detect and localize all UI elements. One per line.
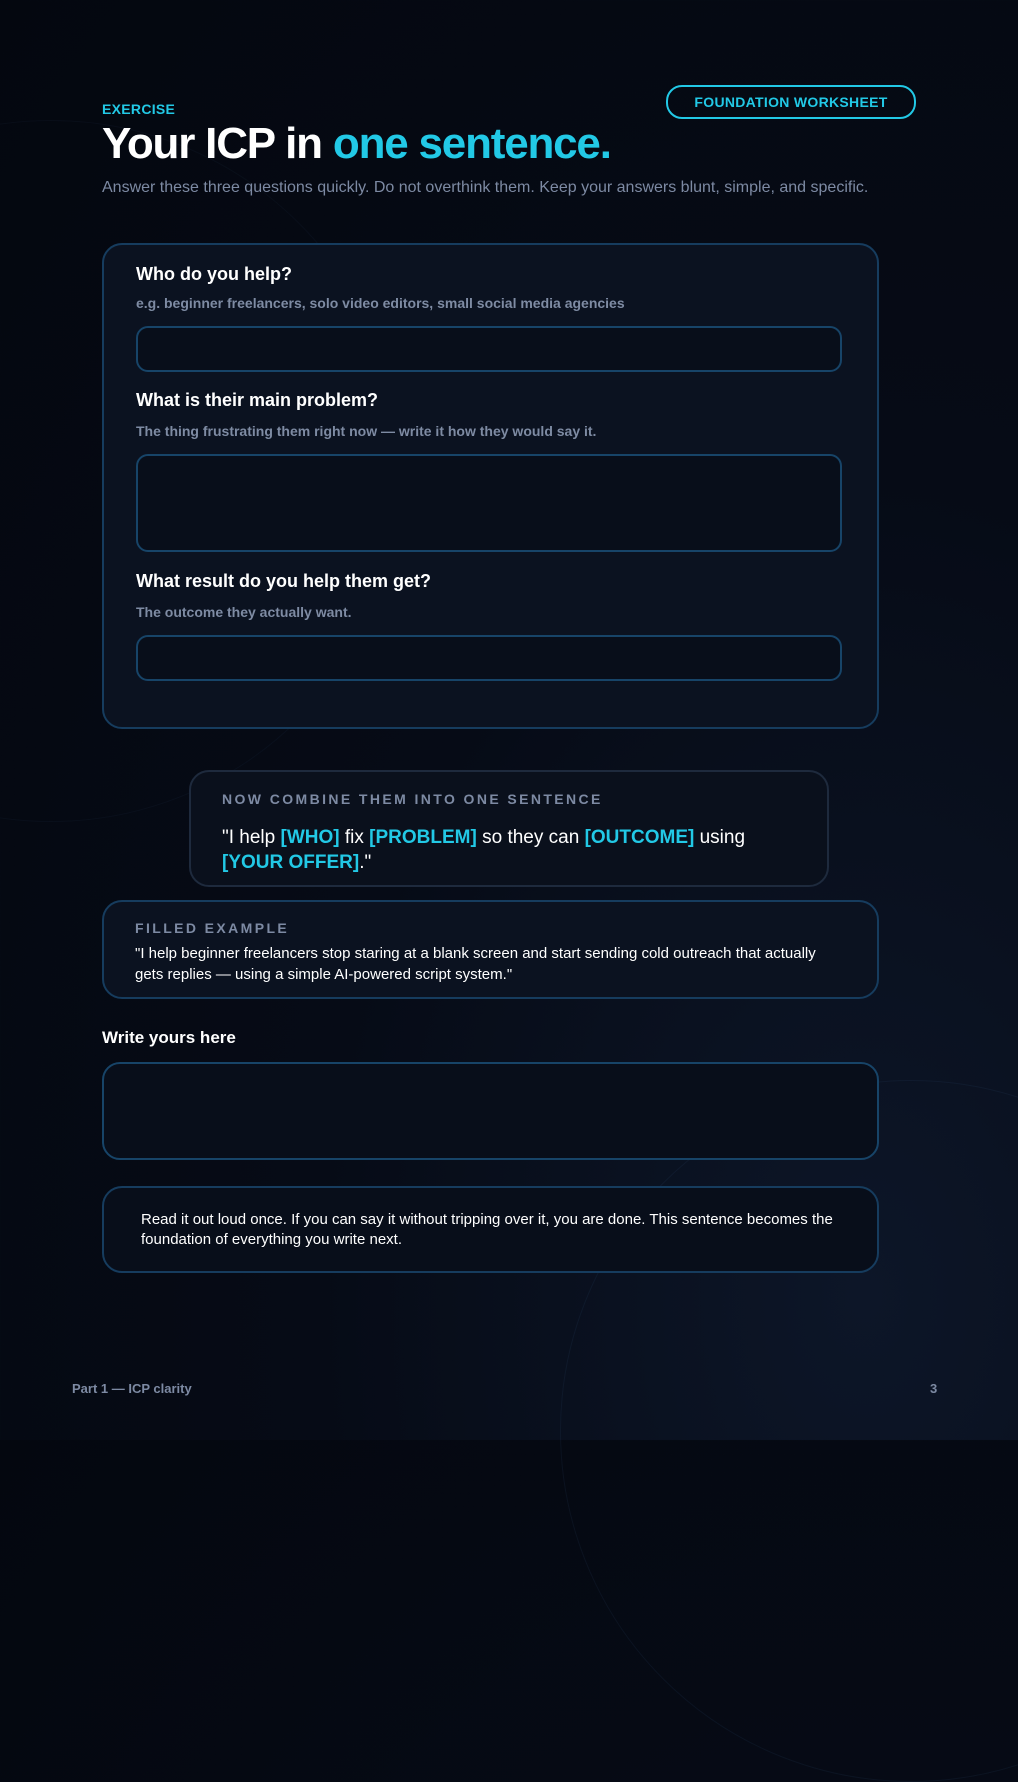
- question-hint-who: e.g. beginner freelancers, solo video editors, small social media agencies: [136, 295, 625, 311]
- example-text: "I help beginner freelancers stop staring at a blank screen and start sending cold outreach that actually gets replies — using a simple AI-powered script system.": [135, 945, 816, 983]
- example-label: FILLED EXAMPLE: [135, 920, 290, 936]
- sentence-part: .": [359, 852, 372, 873]
- question-title-problem: What is their main problem?: [136, 390, 379, 410]
- combine-sentence: [222, 825, 802, 875]
- problem-answer-field[interactable]: [136, 454, 842, 552]
- example-card: [102, 900, 879, 999]
- offer-placeholder: [YOUR OFFER]: [222, 852, 360, 873]
- questions-card: [102, 243, 879, 729]
- title-text: Your ICP in: [102, 119, 333, 168]
- sentence-part: fix: [339, 827, 370, 848]
- question-title-result: What result do you help them get?: [136, 571, 432, 591]
- combine-label: NOW COMBINE THEM INTO ONE SENTENCE: [222, 791, 603, 807]
- problem-placeholder: [PROBLEM]: [369, 827, 477, 848]
- question-hint-problem: The thing frustrating them right now — write it how they would say it.: [136, 423, 597, 439]
- who-placeholder: [WHO]: [280, 827, 340, 848]
- note-text: Read it out loud once. If you can say it without tripping over it, you are done. This sentence becomes the foundation of everything you write next.: [141, 1211, 833, 1248]
- write-label: Write yours here: [102, 1028, 236, 1047]
- sentence-part: using: [694, 827, 746, 848]
- write-yours-field[interactable]: [102, 1062, 879, 1160]
- note-card: [102, 1186, 879, 1273]
- page-number: 3: [930, 1381, 938, 1396]
- sentence-part: so they can: [476, 827, 585, 848]
- who-answer-field[interactable]: [136, 326, 842, 372]
- combine-card: [189, 770, 829, 887]
- eyebrow-label: EXERCISE: [102, 101, 176, 117]
- page-title: [102, 118, 611, 170]
- intro-text: Answer these three questions quickly. Do not overthink them. Keep your answers blunt, simple, and specific.: [102, 179, 869, 196]
- question-hint-result: The outcome they actually want.: [136, 604, 352, 620]
- outcome-placeholder: [OUTCOME]: [584, 827, 695, 848]
- worksheet-badge: FOUNDATION WORKSHEET: [666, 85, 916, 119]
- result-answer-field[interactable]: [136, 635, 842, 681]
- footer-section-label: Part 1 — ICP clarity: [72, 1381, 192, 1396]
- title-accent: one sentence.: [332, 119, 611, 168]
- question-title-who: Who do you help?: [136, 264, 292, 284]
- sentence-part: "I help: [222, 827, 281, 848]
